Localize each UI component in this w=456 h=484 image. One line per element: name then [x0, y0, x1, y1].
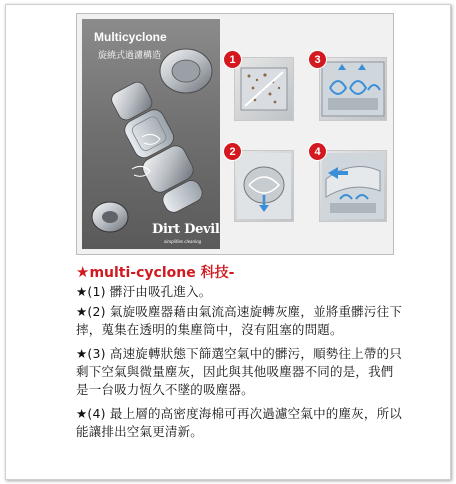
logo-tagline: simplifies cleaning [164, 239, 202, 244]
article-text [76, 263, 406, 447]
star-bullet: ★ [76, 346, 88, 361]
star-bullet: ★ [76, 284, 88, 299]
step-4-image [319, 150, 387, 222]
paragraph-text: (1) 髒汙由吸孔進入。 [87, 284, 212, 299]
paragraph-3 [76, 345, 406, 399]
paragraph-text: (4) 最上層的高密度海棉可再次過濾空氣中的塵灰，所以能讓排出空氣更清新。 [76, 406, 402, 439]
cyclone-swirl-illustration [320, 58, 386, 120]
star-bullet: ★ [76, 406, 88, 421]
step-2-image [234, 150, 294, 222]
heading-text: multi-cyclone 科技- [89, 265, 235, 281]
dirt-devil-logo: Dirt Devil [152, 222, 220, 237]
paragraph-4 [76, 405, 406, 441]
heading-star: ★ [76, 263, 90, 281]
paragraph-text: (2) 氣旋吸塵器藉由氣流高速旋轉灰塵，並將重髒污往下摔，蒐集在透明的集塵筒中，沒有阻塞的問題。 [76, 304, 402, 337]
step-1-image [234, 57, 294, 121]
product-panel [82, 19, 220, 249]
exhaust-filter-illustration [320, 151, 386, 221]
paragraph-1 [76, 283, 406, 301]
dust-bin-illustration [235, 151, 293, 221]
step-3-image [319, 57, 387, 121]
brand-title: Multicyclone [94, 30, 167, 44]
air-intake-illustration [235, 58, 293, 120]
star-bullet: ★ [76, 304, 88, 319]
step-3-badge: 3 [309, 51, 326, 68]
product-figure [76, 13, 394, 255]
step-4-badge: 4 [309, 143, 326, 160]
step-1-badge: 1 [224, 51, 241, 68]
paragraph-2 [76, 303, 406, 339]
paragraph-text: (3) 高速旋轉狀態下篩選空氣中的髒污，順勢往上帶的只剩下空氣與微量塵灰，因此與其他吸塵器不同的是，我們是一台吸力恆久不墜的吸塵器。 [76, 346, 402, 397]
brand-subtitle: 旋繞式過濾構造 [98, 51, 162, 61]
vacuum-cutaway-illustration [82, 19, 220, 249]
article-heading [76, 263, 406, 282]
step-2-badge: 2 [224, 143, 241, 160]
image-frame [5, 4, 451, 480]
